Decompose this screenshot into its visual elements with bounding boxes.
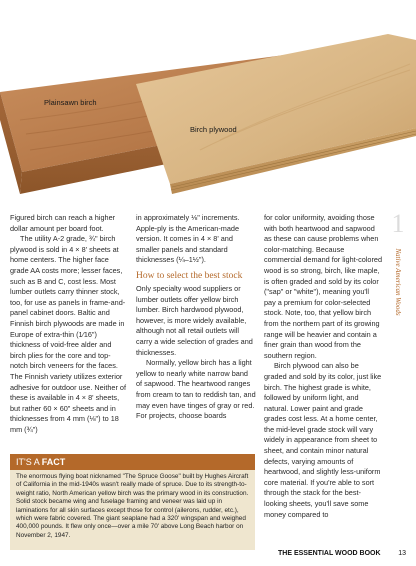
- paragraph: Only specialty wood suppliers or lumber outlets offer yellow birch lumber. Birch hardwood plywood, however, is more widely available, although not all retail outlets will carry a wide selection of grades and thicknesses.: [136, 283, 253, 357]
- chapter-title: Native American Woods: [394, 248, 402, 316]
- paragraph: in approximately ⅛" increments. Apple-ply is the American-made version. It comes in 4 × 8' and smaller panels and standard thicknesses (¼–1½").: [136, 213, 240, 265]
- paragraph: Normally, yellow birch has a light yellow to nearly white narrow band of sapwood. The heartwood ranges from cream to tan to reddish tan, and may even have tinges of gray or red. For projects, choose boards: [136, 358, 256, 421]
- text-column-3: [264, 213, 382, 520]
- text-column-2: [136, 213, 256, 422]
- paragraph: for color uniformity, avoiding those with both heartwood and sapwood as these can cause problems when color-matching. Because commercial demand for light-colored wood is so strong, birch, like maple, is often graded and sold by its color ("sap" or "white"), meaning you'll pay a premium for color-selected stock. Note, too, that yellow birch from the northern part of its growing range will be heavier and contain a finer grain than wood from the southern region.: [264, 213, 383, 360]
- page-number: 13: [398, 550, 406, 557]
- plainsawn-birch-label: Plainsawn birch: [44, 98, 97, 107]
- chapter-number: 1: [391, 209, 405, 238]
- wood-photo: [0, 0, 416, 205]
- fact-heading-bold: FACT: [41, 457, 66, 467]
- section-heading: How to select the best stock: [136, 270, 243, 281]
- fact-box-body: The enormous flying boat nicknamed "The Spruce Goose" built by Hughes Aircraft of California in the mid-1940s wasn't really made of spruce. Due to its strength-to-weight ratio, North American yellow birch was the primary wood in its construction. Solid stock became wing and fuselage framing and veneer was laid up in laminations for all skin surfaces except those for control (ailerons, rudder, etc.), which were fabric covered. The giant seaplane had a 320' wingspan and weighed 400,000 pounds. It flew only once—over a mile 70' above Long Beach harbor on November 2, 1947.: [16, 473, 249, 539]
- paragraph: The utility A-2 grade, ¾" birch plywood is sold in 4 × 8' sheets at home centers. The higher face grade AA costs more; lesser faces, such as B and C, cost less. Most lumber outlets carry thinner stock, too, for use as panels in frame-and-panel cabinet doors. Baltic and Finnish birch plywoods are made in Europe of extra-thin (1⁄16") thickness of void-free alder and birch plies for the core and top-notch birch veneers for the faces. The Finnish variety utilizes exterior adhesive for outdoor use. Neither of these is available in 4 × 8' sheets, but rather 60 × 60" sheets and in thicknesses from 4 mm (⅛") to 18 mm (¾"): [10, 234, 127, 434]
- book-title: THE ESSENTIAL WOOD BOOK: [278, 550, 381, 557]
- fact-box: [10, 454, 255, 550]
- fact-box-heading: [10, 454, 255, 470]
- fact-heading-lead: IT'S A: [16, 457, 42, 467]
- paragraph: Figured birch can reach a higher dollar amount per board foot.: [10, 213, 116, 233]
- chapter-tab: [384, 244, 412, 324]
- birch-plywood-label: Birch plywood: [190, 125, 237, 134]
- text-column-1: [10, 213, 128, 435]
- paragraph: Birch plywood can also be graded and sold by its color, just like birch. The highest grade is white, followed by uniform light, and natural. Lower paint and grade grades cost less. At a home center, the mid-level grade stock will vary widely in appearance from sheet to sheet, and contain minor natural defects, varying amounts of heartwood, and slightly less-uniform core material. If you're able to sort through the stack for the best-looking sheets, you'll save some money compared to: [264, 361, 382, 519]
